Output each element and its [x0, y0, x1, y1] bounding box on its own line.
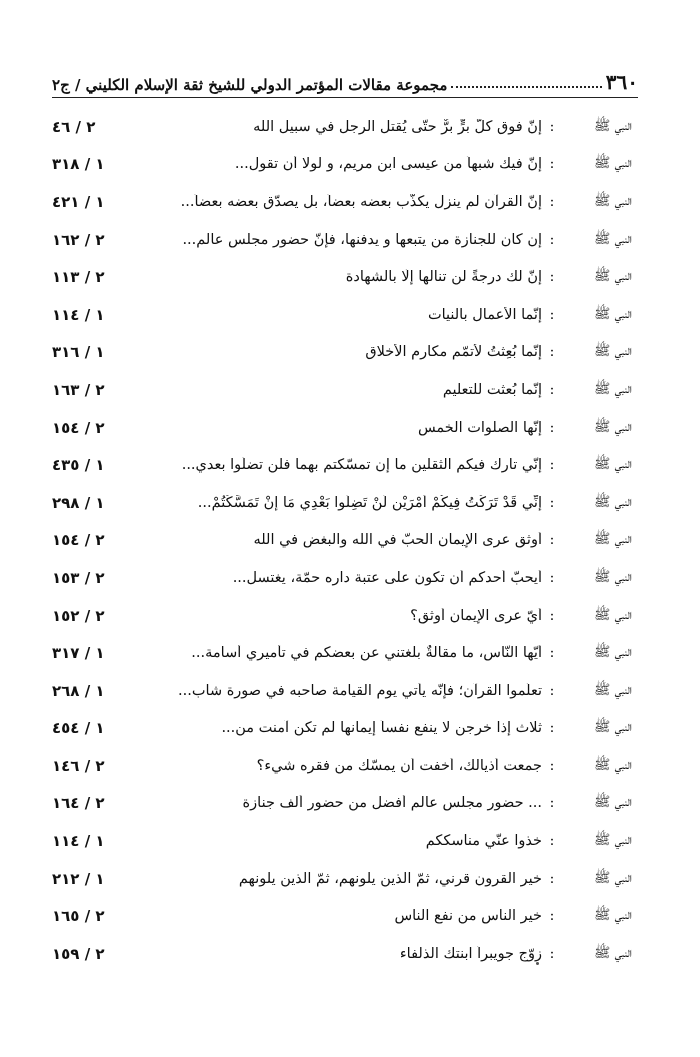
hadith-index-list — [52, 108, 632, 973]
speaker-label: النبي ﷺ — [593, 343, 632, 360]
index-entry — [52, 597, 632, 635]
index-entry — [52, 559, 632, 597]
speaker-label: النبي ﷺ — [593, 907, 632, 924]
speaker-label: النبي ﷺ — [593, 456, 632, 473]
index-entry — [52, 446, 632, 484]
hadith-text: جمعت أذيالك، أخفت أن يمسّك من فقره شيء؟ — [256, 757, 542, 774]
hadith-text: إنّ فيك شبهاً من عيسى ابن مريم، و لولا أن تقول... — [234, 156, 542, 173]
separator-colon: : — [549, 344, 555, 361]
index-entry — [52, 334, 632, 372]
speaker-label: النبي ﷺ — [593, 568, 632, 585]
speaker-label: النبي ﷺ — [593, 268, 632, 285]
hadith-text: ثلاث إذا خرجن لا ينفع نفساً إيمانها لم تكن آمنت من... — [221, 720, 542, 737]
speaker-label: النبي ﷺ — [593, 418, 632, 435]
index-entry — [52, 183, 632, 221]
separator-colon: : — [549, 457, 555, 474]
volume-page-reference: ٢ / ١١٣ — [52, 268, 105, 287]
hadith-text: تعلّموا القرآن؛ فإنّه يأتي يوم القيامة صاحبه في صورة شاب... — [178, 682, 542, 699]
speaker-label: النبي ﷺ — [593, 681, 632, 698]
separator-colon: : — [549, 833, 555, 850]
hadith-text: إنّ القرآن لم ينزل يكذّب بعضه بعضاً، بل يصدّق بعضه بعضاً... — [180, 193, 542, 210]
index-entry — [52, 634, 632, 672]
volume-page-reference: ٢ / ١٥٤ — [52, 531, 105, 550]
hadith-text: إنّي تارك فيكم الثقلين ما إن تمسّكتم بهما فلن تضلّوا بعدي... — [181, 457, 542, 474]
hadith-text: أيحبّ أحدكم أن تكون على عتبة داره حمّة، يغتسل... — [232, 569, 542, 586]
separator-colon: : — [549, 720, 555, 737]
hadith-text: أيّها النّاس، ما مقالةٌ بلغتني عن بعضكم في تأميري أسامة... — [191, 645, 542, 662]
hadith-text: إِنِّي قَدْ تَرَكْتُ فِيكُمْ أَمْرَيْنِ لَنْ تَضِلُّوا بَعْدِي مَا إِنْ تَمَسَّكْتُمْ... — [197, 494, 542, 511]
hadith-text: خير الناس من نفع الناس — [394, 908, 542, 925]
hadith-text: أيّ عرى الإيمان أوثق؟ — [410, 607, 542, 624]
hadith-text: إنّ فوق كلّ برٍّ برٌّ حتّى يُقتل الرجل في سبيل الله — [253, 118, 542, 135]
speaker-label: النبي ﷺ — [593, 380, 632, 397]
speaker-label: النبي ﷺ — [593, 644, 632, 661]
hadith-text: ... حضور مجلس عالم أفضل من حضور ألف جنازة — [242, 795, 542, 812]
separator-colon: : — [549, 269, 555, 286]
hadith-text: إنّها الصلوات الخمس — [417, 419, 542, 436]
hadith-text: إنّما بُعِثتُ لأتمّم مكارم الأخلاق — [365, 344, 542, 361]
separator-colon: : — [549, 569, 555, 586]
hadith-text: إنّ لك درجةً لن تنالها إلّا بالشهادة — [345, 269, 542, 286]
volume-page-reference: ١ / ٤٥٤ — [52, 719, 105, 738]
speaker-label: النبي ﷺ — [593, 756, 632, 773]
index-entry — [52, 146, 632, 184]
index-entry — [52, 710, 632, 748]
separator-colon: : — [549, 156, 555, 173]
separator-colon: : — [549, 682, 555, 699]
volume-page-reference: ٢ / ١٦٤ — [52, 794, 105, 813]
speaker-label: النبي ﷺ — [593, 155, 632, 172]
volume-page-reference: ١ / ٤٢١ — [52, 192, 105, 211]
separator-colon: : — [549, 381, 555, 398]
index-entry — [52, 258, 632, 296]
volume-page-reference: ١ / ١١٤ — [52, 305, 105, 324]
speaker-label: النبي ﷺ — [593, 305, 632, 322]
volume-page-reference: ١ / ٢٩٨ — [52, 493, 105, 512]
speaker-label: النبي ﷺ — [593, 944, 632, 961]
index-entry — [52, 221, 632, 259]
index-entry — [52, 785, 632, 823]
volume-page-reference: ٢ / ١٥٣ — [52, 568, 105, 587]
speaker-label: النبي ﷺ — [593, 832, 632, 849]
separator-colon: : — [549, 306, 555, 323]
volume-page-reference: ١ / ٣١٦ — [52, 343, 105, 362]
hadith-text: خير القرون قرني، ثمّ الذين يلونهم، ثمّ الذين يلونهم — [238, 870, 542, 887]
separator-colon: : — [549, 231, 555, 248]
volume-page-reference: ٢ / ١٦٢ — [52, 230, 105, 249]
separator-colon: : — [549, 419, 555, 436]
separator-colon: : — [549, 532, 555, 549]
separator-colon: : — [549, 193, 555, 210]
speaker-label: النبي ﷺ — [593, 606, 632, 623]
page-header — [52, 56, 638, 94]
separator-colon: : — [549, 645, 555, 662]
volume-page-reference: ٢ / ١٦٥ — [52, 907, 105, 926]
volume-page-reference: ١ / ٢٦٨ — [52, 681, 105, 700]
speaker-label: النبي ﷺ — [593, 869, 632, 886]
separator-colon: : — [549, 795, 555, 812]
index-entry — [52, 935, 632, 973]
volume-page-reference: ٢ / ١٤٦ — [52, 756, 105, 775]
header-rule — [52, 97, 638, 98]
separator-colon: : — [549, 757, 555, 774]
speaker-label: النبي ﷺ — [593, 117, 632, 134]
speaker-label: النبي ﷺ — [593, 531, 632, 548]
page-speck — [536, 962, 539, 965]
index-entry — [52, 672, 632, 710]
index-entry — [52, 860, 632, 898]
volume-page-reference: ٢ / ١٥٢ — [52, 606, 105, 625]
volume-page-reference: ١ / ٣١٧ — [52, 644, 105, 663]
volume-page-reference: ٢ / ١٥٩ — [52, 944, 105, 963]
separator-colon: : — [549, 870, 555, 887]
speaker-label: النبي ﷺ — [593, 719, 632, 736]
index-entry — [52, 822, 632, 860]
volume-page-reference: ٢ / ١٦٣ — [52, 380, 105, 399]
volume-page-reference: ١ / ٢١٢ — [52, 869, 105, 888]
hadith-text: إنّما الأعمال بالنيات — [427, 306, 542, 323]
hadith-text: أوثق عرى الإيمان الحبّ في الله والبغض في الله — [253, 532, 542, 549]
hadith-text: إن كان للجنازة من يتبعها و يدفنها، فإنّ حضور مجلس عالم... — [182, 231, 542, 248]
volume-page-reference: ٢ / ١٥٤ — [52, 418, 105, 437]
separator-colon: : — [549, 945, 555, 962]
speaker-label: النبي ﷺ — [593, 192, 632, 209]
speaker-label: النبي ﷺ — [593, 794, 632, 811]
separator-colon: : — [549, 494, 555, 511]
volume-page-reference: ١ / ١١٤ — [52, 832, 105, 851]
index-entry — [52, 484, 632, 522]
index-entry — [52, 409, 632, 447]
hadith-text: إنّما بُعثت للتعليم — [442, 381, 542, 398]
speaker-label: النبي ﷺ — [593, 493, 632, 510]
page-number: ٣٦٠ — [605, 70, 638, 94]
separator-colon: : — [549, 607, 555, 624]
separator-colon: : — [549, 118, 555, 135]
volume-page-reference: ٢ / ٤٦ — [52, 117, 96, 136]
volume-page-reference: ١ / ٣١٨ — [52, 155, 105, 174]
hadith-text: خذوا عنّي مناسككم — [425, 833, 542, 850]
header-leader-dots — [451, 86, 601, 88]
index-entry — [52, 371, 632, 409]
running-title: مجموعة مقالات المؤتمر الدولي للشيخ ثقة الإسلام الكليني / ج٢ — [52, 76, 448, 94]
speaker-label: النبي ﷺ — [593, 230, 632, 247]
index-entry — [52, 747, 632, 785]
index-entry — [52, 108, 632, 146]
index-entry — [52, 897, 632, 935]
hadith-text: زوّج جويبراً ابنتك الذلفاء — [399, 945, 542, 962]
volume-page-reference: ١ / ٤٣٥ — [52, 456, 105, 475]
index-entry — [52, 522, 632, 560]
separator-colon: : — [549, 908, 555, 925]
index-entry — [52, 296, 632, 334]
